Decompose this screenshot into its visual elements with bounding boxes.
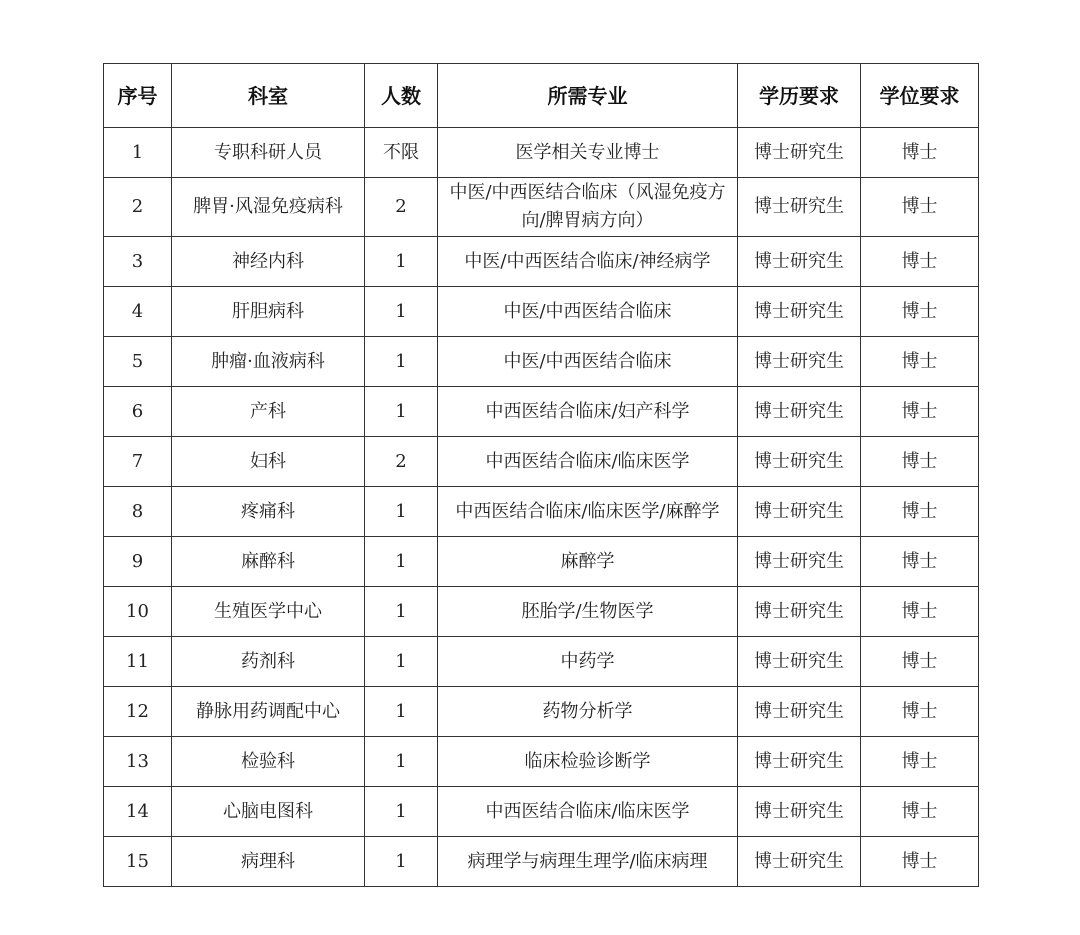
cell-department: 心脑电图科 [172,787,365,837]
cell-count: 1 [365,537,438,587]
cell-count: 1 [365,337,438,387]
cell-department: 脾胃·风湿免疫病科 [172,178,365,237]
cell-index: 13 [104,737,172,787]
cell-department: 产科 [172,387,365,437]
table-row [104,687,979,737]
cell-department: 病理科 [172,837,365,887]
cell-index: 5 [104,337,172,387]
cell-degree: 博士 [861,787,979,837]
cell-department: 检验科 [172,737,365,787]
cell-major: 中西医结合临床/临床医学 [438,437,738,487]
cell-department: 肝胆病科 [172,287,365,337]
cell-degree: 博士 [861,587,979,637]
cell-major: 病理学与病理生理学/临床病理 [438,837,738,887]
cell-degree: 博士 [861,178,979,237]
table-row [104,787,979,837]
cell-major: 胚胎学/生物医学 [438,587,738,637]
table-row [104,437,979,487]
cell-department: 疼痛科 [172,487,365,537]
cell-education: 博士研究生 [738,587,861,637]
table-body [104,128,979,887]
cell-education: 博士研究生 [738,637,861,687]
cell-department: 药剂科 [172,637,365,687]
cell-department: 神经内科 [172,237,365,287]
cell-major: 中医/中西医结合临床/神经病学 [438,237,738,287]
cell-education: 博士研究生 [738,287,861,337]
table-row [104,287,979,337]
cell-count: 1 [365,837,438,887]
cell-major: 中医/中西医结合临床（风湿免疫方向/脾胃病方向） [438,178,738,237]
cell-department: 妇科 [172,437,365,487]
cell-major: 中西医结合临床/妇产科学 [438,387,738,437]
table-row [104,128,979,178]
cell-department: 肿瘤·血液病科 [172,337,365,387]
cell-degree: 博士 [861,737,979,787]
cell-index: 1 [104,128,172,178]
cell-education: 博士研究生 [738,337,861,387]
table-row [104,178,979,237]
cell-count: 2 [365,178,438,237]
cell-education: 博士研究生 [738,178,861,237]
cell-major: 中医/中西医结合临床 [438,337,738,387]
cell-count: 1 [365,487,438,537]
table-row [104,737,979,787]
cell-degree: 博士 [861,537,979,587]
cell-index: 11 [104,637,172,687]
table-row [104,537,979,587]
cell-department: 静脉用药调配中心 [172,687,365,737]
cell-department: 专职科研人员 [172,128,365,178]
cell-degree: 博士 [861,337,979,387]
cell-major: 医学相关专业博士 [438,128,738,178]
cell-index: 6 [104,387,172,437]
cell-index: 14 [104,787,172,837]
cell-education: 博士研究生 [738,737,861,787]
cell-degree: 博士 [861,837,979,887]
cell-major: 药物分析学 [438,687,738,737]
cell-count: 1 [365,287,438,337]
cell-major: 麻醉学 [438,537,738,587]
cell-index: 4 [104,287,172,337]
header-education: 学历要求 [738,64,861,128]
cell-count: 1 [365,587,438,637]
cell-count: 2 [365,437,438,487]
cell-count: 1 [365,687,438,737]
table-row [104,587,979,637]
cell-count: 1 [365,637,438,687]
cell-degree: 博士 [861,687,979,737]
cell-major: 中医/中西医结合临床 [438,287,738,337]
cell-major: 中药学 [438,637,738,687]
cell-count: 不限 [365,128,438,178]
table-header-row [104,64,979,128]
cell-major: 中西医结合临床/临床医学/麻醉学 [438,487,738,537]
cell-department: 生殖医学中心 [172,587,365,637]
cell-index: 3 [104,237,172,287]
table-row [104,487,979,537]
cell-index: 9 [104,537,172,587]
cell-index: 7 [104,437,172,487]
cell-education: 博士研究生 [738,787,861,837]
cell-index: 12 [104,687,172,737]
cell-major: 临床检验诊断学 [438,737,738,787]
cell-degree: 博士 [861,637,979,687]
cell-education: 博士研究生 [738,537,861,587]
cell-index: 2 [104,178,172,237]
cell-degree: 博士 [861,487,979,537]
cell-index: 8 [104,487,172,537]
table-row [104,337,979,387]
cell-index: 15 [104,837,172,887]
cell-education: 博士研究生 [738,837,861,887]
cell-degree: 博士 [861,387,979,437]
cell-education: 博士研究生 [738,487,861,537]
cell-index: 10 [104,587,172,637]
cell-degree: 博士 [861,237,979,287]
cell-education: 博士研究生 [738,437,861,487]
header-count: 人数 [365,64,438,128]
header-major: 所需专业 [438,64,738,128]
recruitment-table [103,63,979,887]
cell-education: 博士研究生 [738,687,861,737]
cell-education: 博士研究生 [738,387,861,437]
cell-education: 博士研究生 [738,237,861,287]
cell-degree: 博士 [861,287,979,337]
cell-degree: 博士 [861,437,979,487]
cell-count: 1 [365,787,438,837]
table-row [104,837,979,887]
cell-degree: 博士 [861,128,979,178]
table-row [104,637,979,687]
cell-department: 麻醉科 [172,537,365,587]
table-row [104,237,979,287]
header-department: 科室 [172,64,365,128]
cell-education: 博士研究生 [738,128,861,178]
header-index: 序号 [104,64,172,128]
cell-count: 1 [365,737,438,787]
table-row [104,387,979,437]
cell-major: 中西医结合临床/临床医学 [438,787,738,837]
cell-count: 1 [365,387,438,437]
header-degree: 学位要求 [861,64,979,128]
cell-count: 1 [365,237,438,287]
